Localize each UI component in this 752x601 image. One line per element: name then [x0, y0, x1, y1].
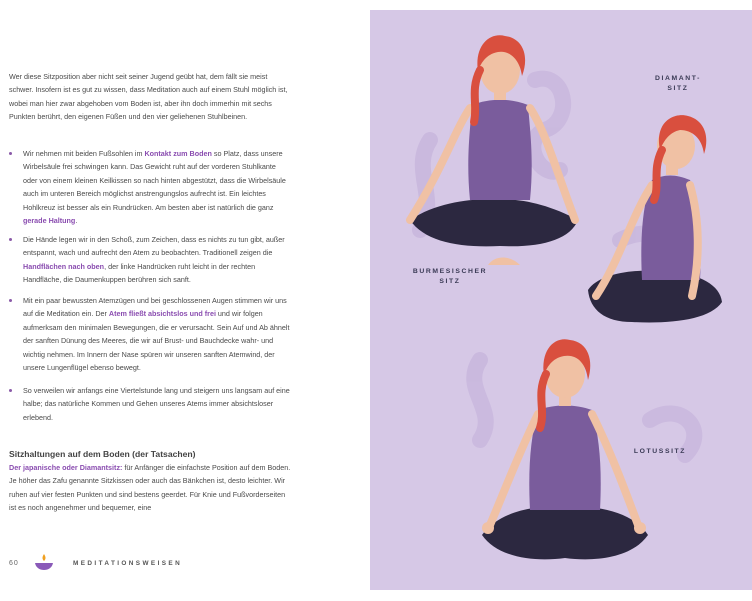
illustration-panel [370, 10, 752, 590]
list-item-text: So verweilen wir anfangs eine Viertelstunde lang und steigern uns langsam auf eine halbe; das natürliche Kommen und Gehen unseres Atems immer absichtsloser erlebend. [23, 386, 290, 422]
highlight-text: Atem fließt absichtslos und frei [108, 309, 216, 319]
list-item [9, 294, 291, 374]
highlight-text: gerade Haltung [23, 216, 76, 226]
candle-bowl-icon [33, 553, 55, 571]
pose-label-diamant: DIAMANT- SITZ [654, 75, 702, 92]
lotus-pose-figure [482, 339, 648, 559]
bullet-dot [9, 299, 12, 302]
intro-paragraph: Wer diese Sitzposition aber nicht seit seiner Jugend geübt hat, dem fällt sie meist schwer. Insofern ist es gut zu wissen, dass Meditation auch auf einem Stuhl möglich ist, wobei man hier zwar abgehoben vom Boden ist, aber ihn doch immerhin mit sechs Punkten berührt, den eigenen Füßen und den vier geliehenen Stuhlbeinen. [9, 72, 288, 122]
burmese-pose-figure [410, 35, 578, 265]
highlight-text: Handflächen nach oben [23, 261, 105, 271]
section-title: Sitzhaltungen auf dem Boden (der Tatsachen) [9, 449, 196, 459]
list-item [9, 147, 291, 227]
bullet-dot [9, 238, 12, 241]
list-item [9, 233, 291, 287]
list-item-text: Wir nehmen mit beiden Fußsohlen im Kontakt zum Boden so Platz, dass unsere Wirbelsäule frei schwingen kann. Das Gewicht ruht auf der vorderen Stuhlkante oder von einem kleinen Keilkissen so nach hinten abgestützt, dass die Wirbelsäule auch im unteren Bereich möglichst anstrengungslos aufrecht ist. Ein leichtes Hohlkreuz ist besser als ein Rundrücken. Am besten aber ist natürlich die ganz gerade Haltung. [23, 149, 286, 226]
left-page [0, 0, 370, 601]
bullet-dot [9, 389, 12, 392]
list-item-text: Die Hände legen wir in den Schoß, zum Zeichen, dass es nichts zu tun gibt, außer entspannt, wach und aufrecht den Atem zu beobachten. Traditionell zeigen die Handflächen nach oben, der linke Handrücken ruht leicht in der rechten Handfläche, die Daumenkuppen berühren sich sanft. [23, 235, 285, 285]
bullet-dot [9, 152, 12, 155]
pose-label-burmese: BURMESISCHER SITZ [412, 268, 488, 285]
list-item-text: Mit ein paar bewussten Atemzügen und bei geschlossenen Augen stimmen wir uns auf die Meditation ein. Der Atem fließt absichtslos und frei und wir folgen aufmerksam den minimalen Bewegungen, die er verursacht. Sein Auf und Ab ähnelt der sanften Dünung des Meeres, die wir auf Brust- und Bauchdecke wahr- und wichtig nehmen. Im Innern der Nase spüren wir unseren sanften Atemwind, der unsere Lungenflügel ebenso bewegt. [23, 296, 290, 373]
list-item [9, 384, 291, 424]
diamant-pose-figure [588, 115, 722, 322]
chapter-label: MEDITATIONSWEISEN [73, 560, 183, 567]
highlight-text: Kontakt zum Boden [144, 149, 212, 158]
page-number: 60 [9, 560, 19, 567]
meditation-poses-illustration [370, 10, 752, 590]
highlight-text: Der japanische oder Diamantsitz: [9, 463, 123, 472]
pose-label-lotus: LOTUSSITZ [633, 448, 687, 455]
section-paragraph: Der japanische oder Diamantsitz: für Anfänger die einfachste Position auf dem Boden. Je höher das Zafu genannte Sitzkissen oder auch das Bänkchen ist, desto leichter. Wir ruhen auf vier festen Punkten und sind bestens geerdet. Für Knie und Fußvorderseiten ist es noch angenehmer und bequemer, eine [9, 463, 291, 513]
